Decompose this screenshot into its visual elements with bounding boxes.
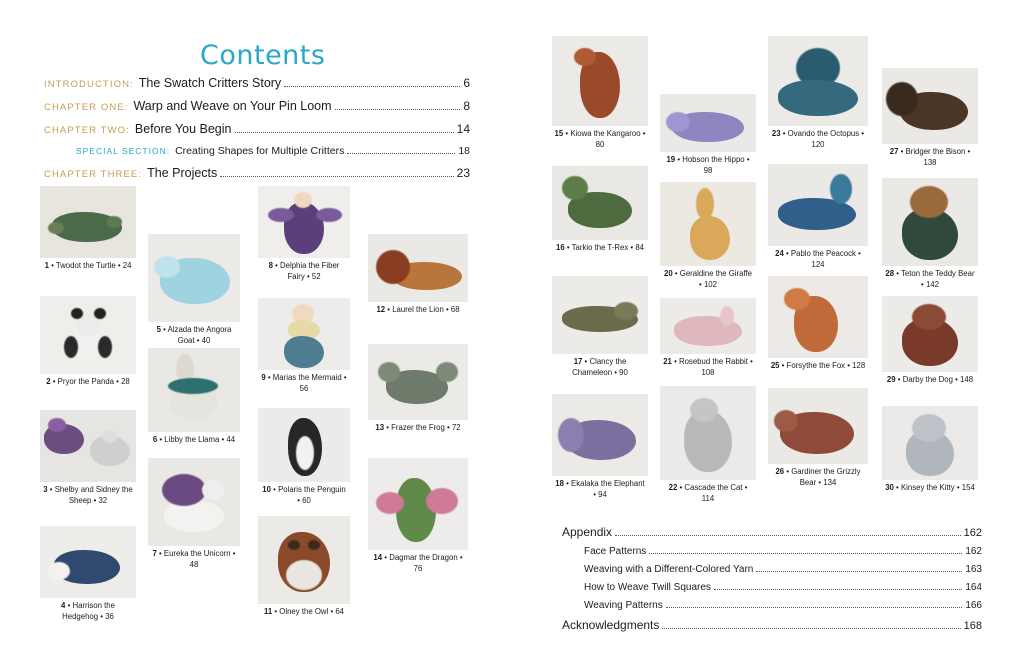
appendix-text: Appendix: [562, 525, 613, 539]
critter-name: Kinsey the Kitty: [900, 483, 955, 492]
critter-number: 19: [666, 155, 676, 164]
critter-caption: 13 • Frazer the Frog • 72: [375, 423, 461, 432]
critter-page: 114: [701, 493, 715, 503]
critter-photo: [40, 186, 136, 258]
toc-leader: [347, 152, 455, 154]
toc-text: Warp and Weave on Your Pin Loom: [133, 99, 332, 113]
toc-label: CHAPTER TWO:: [44, 125, 130, 136]
critter-name: Tarkio the T-Rex: [571, 243, 629, 252]
critter-caption: 8 • Delphia the Fiber Fairy • 52: [268, 261, 340, 281]
critter-card[interactable]: [768, 164, 868, 270]
critter-card[interactable]: [768, 388, 868, 488]
appendix-text: How to Weave Twill Squares: [584, 582, 711, 593]
critter-caption: 26 • Gardiner the Grizzly Bear • 134: [775, 467, 861, 487]
critter-caption: 16 • Tarkio the T-Rex • 84: [555, 243, 644, 252]
critter-number: 1: [44, 261, 49, 270]
critter-name: Frazer the Frog: [391, 423, 445, 432]
critter-photo: [882, 406, 978, 480]
toc-leader: [220, 175, 453, 177]
critter-name: Harrison the Hedgehog: [62, 601, 115, 621]
appendix-page: 166: [965, 600, 982, 611]
critter-name: Pryor the Panda: [57, 377, 114, 386]
critter-name: Geraldine the Giraffe: [679, 269, 752, 278]
critter-number: 18: [555, 479, 564, 488]
toc-label: INTRODUCTION:: [44, 79, 134, 90]
critter-photo: [40, 296, 136, 374]
critter-grid-left: [40, 186, 480, 646]
critter-photo: [768, 388, 868, 464]
critter-card[interactable]: [368, 344, 468, 434]
critter-card[interactable]: [882, 296, 978, 386]
critter-photo: [368, 458, 468, 550]
critter-caption: 23 • Ovando the Octopus • 120: [771, 129, 865, 149]
toc-row[interactable]: [44, 99, 470, 113]
appendix-page: 168: [963, 620, 982, 632]
critter-page: 68: [450, 305, 460, 314]
critter-page: 36: [105, 611, 114, 621]
critter-card[interactable]: [148, 348, 240, 446]
critter-name: Gardiner the Grizzly Bear: [791, 467, 861, 487]
critter-name: Clancy the Chameleon: [572, 357, 627, 377]
critter-page: 84: [635, 243, 644, 252]
critter-caption: 21 • Rosebud the Rabbit • 108: [663, 357, 753, 377]
toc-leader: [335, 108, 461, 110]
appendix-page: 162: [963, 527, 982, 539]
critter-photo: [40, 410, 136, 482]
critter-photo: [148, 348, 240, 432]
critter-card[interactable]: [148, 234, 240, 346]
critter-number: 22: [668, 483, 678, 492]
critter-page: 138: [923, 157, 937, 167]
critter-caption: 7 • Eureka the Unicorn • 48: [152, 549, 236, 569]
critter-number: 9: [261, 373, 266, 382]
critter-number: 25: [770, 361, 780, 370]
critter-page: 120: [811, 139, 825, 149]
critter-card[interactable]: [882, 406, 978, 494]
critter-name: Cascade the Cat: [684, 483, 743, 492]
critter-page: 134: [823, 477, 837, 487]
critter-photo: [768, 164, 868, 246]
critter-page: 24: [122, 261, 132, 270]
critter-name: Polaris the Penguin: [278, 485, 346, 494]
appendix-row[interactable]: [584, 546, 982, 557]
critter-photo: [258, 186, 350, 258]
critter-name: Kiowa the Kangaroo: [570, 129, 641, 138]
critter-name: Dagmar the Dragon: [389, 553, 458, 562]
critter-page: 64: [335, 607, 345, 616]
toc-page: 8: [463, 99, 470, 113]
appendix-page: 162: [965, 546, 982, 557]
critter-number: 7: [152, 549, 157, 558]
critter-page: 40: [201, 335, 211, 345]
critter-page: 76: [413, 563, 423, 573]
critter-photo: [660, 386, 756, 480]
critter-card[interactable]: [40, 526, 136, 622]
critter-caption: 3 • Shelby and Sidney the Sheep • 32: [43, 485, 133, 505]
critter-page: 32: [98, 495, 108, 505]
critter-name: Marias the Mermaid: [272, 373, 342, 382]
appendix-page: 164: [965, 582, 982, 593]
critter-page: 98: [703, 165, 713, 175]
toc-text: Creating Shapes for Multiple Critters: [175, 145, 345, 157]
critter-page: 94: [598, 489, 607, 499]
appendix-page: 163: [965, 564, 982, 575]
critter-name: Alzada the Angora Goat: [167, 325, 232, 345]
critter-caption: 6 • Libby the Llama • 44: [152, 435, 236, 444]
critter-number: 24: [775, 249, 784, 258]
toc-text: Before You Begin: [134, 122, 232, 136]
critter-caption: 15 • Kiowa the Kangaroo • 80: [554, 129, 646, 149]
critter-page: 148: [960, 375, 974, 384]
critter-number: 2: [46, 377, 51, 386]
critter-caption: 17 • Clancy the Chameleon • 90: [572, 357, 628, 377]
table-of-contents: [44, 76, 470, 189]
critter-page: 142: [925, 279, 939, 289]
critter-card[interactable]: [882, 68, 978, 168]
critter-photo: [552, 276, 648, 354]
appendix-leader: [666, 606, 963, 608]
critter-caption: 24 • Pablo the Peacock • 124: [775, 249, 861, 269]
toc-text: The Projects: [147, 166, 218, 180]
critter-name: Shelby and Sidney the Sheep: [54, 485, 133, 505]
appendix-leader: [615, 534, 961, 536]
critter-number: 30: [885, 483, 894, 492]
appendix-row[interactable]: [562, 618, 982, 632]
critter-page: 60: [302, 495, 311, 505]
critter-number: 8: [268, 261, 273, 270]
toc-page: 18: [458, 145, 470, 157]
critter-card[interactable]: [40, 410, 136, 506]
critter-number: 11: [263, 607, 273, 616]
critter-page: 124: [811, 259, 825, 269]
critter-card[interactable]: [552, 276, 648, 378]
appendix-leader: [756, 570, 962, 572]
critter-photo: [258, 298, 350, 370]
critter-name: Twodot the Turtle: [55, 261, 116, 270]
critter-name: Rosebud the Rabbit: [678, 357, 748, 366]
right-page: [512, 0, 1024, 663]
critter-photo: [660, 94, 756, 152]
critter-card[interactable]: [258, 516, 350, 618]
critter-name: Bridger the Bison: [905, 147, 966, 156]
critter-name: Laurel the Lion: [392, 305, 444, 314]
critter-number: 17: [573, 357, 583, 366]
critter-photo: [768, 276, 868, 358]
page-title: Contents: [200, 40, 326, 71]
critter-card[interactable]: [768, 276, 868, 372]
critter-grid-right: [552, 36, 994, 526]
critter-photo: [40, 526, 136, 598]
critter-number: 28: [885, 269, 895, 278]
critter-page: 80: [595, 139, 605, 149]
critter-number: 20: [663, 269, 673, 278]
critter-page: 44: [226, 435, 236, 444]
critter-caption: 30 • Kinsey the Kitty • 154: [885, 483, 975, 492]
appendix-list: [562, 525, 982, 639]
critter-caption: 29 • Darby the Dog • 148: [886, 375, 974, 384]
toc-label: SPECIAL SECTION:: [76, 146, 171, 156]
critter-number: 27: [889, 147, 899, 156]
critter-photo: [768, 36, 868, 126]
critter-number: 12: [376, 305, 386, 314]
critter-caption: 2 • Pryor the Panda • 28: [46, 377, 130, 386]
critter-name: Ekalaka the Elephant: [571, 479, 645, 488]
appendix-row[interactable]: [584, 582, 982, 593]
toc-page: 6: [463, 76, 470, 90]
critter-caption: 14 • Dagmar the Dragon • 76: [373, 553, 463, 573]
critter-photo: [882, 296, 978, 372]
critter-caption: 11 • Olney the Owl • 64: [263, 607, 345, 616]
critter-card[interactable]: [40, 186, 136, 272]
appendix-row[interactable]: [562, 525, 982, 539]
critter-photo: [882, 68, 978, 144]
critter-page: 154: [961, 483, 975, 492]
critter-caption: 19 • Hobson the Hippo • 98: [666, 155, 750, 175]
critter-page: 28: [121, 377, 130, 386]
critter-card[interactable]: [660, 94, 756, 176]
critter-page: 90: [619, 367, 628, 377]
critter-page: 52: [311, 271, 321, 281]
critter-page: 48: [189, 559, 199, 569]
critter-name: Olney the Owl: [279, 607, 329, 616]
critter-caption: 9 • Marias the Mermaid • 56: [261, 373, 347, 393]
critter-number: 4: [61, 601, 66, 610]
toc-row[interactable]: [44, 166, 470, 180]
critter-photo: [258, 516, 350, 604]
toc-label: CHAPTER THREE:: [44, 169, 143, 180]
critter-page: 102: [703, 279, 717, 289]
critter-photo: [148, 234, 240, 322]
critter-number: 23: [771, 129, 781, 138]
critter-name: Teton the Teddy Bear: [901, 269, 975, 278]
appendix-text: Weaving with a Different-Colored Yarn: [584, 564, 754, 575]
critter-photo: [660, 182, 756, 266]
critter-card[interactable]: [368, 234, 468, 316]
appendix-leader: [662, 627, 960, 629]
appendix-text: Acknowledgments: [562, 618, 660, 632]
critter-page: 128: [852, 361, 866, 370]
toc-text: The Swatch Critters Story: [138, 76, 282, 90]
toc-leader: [235, 131, 454, 133]
critter-card[interactable]: [148, 458, 240, 570]
critter-photo: [552, 36, 648, 126]
toc-page: 14: [456, 122, 470, 136]
critter-caption: 1 • Twodot the Turtle • 24: [44, 261, 132, 270]
critter-number: 3: [43, 485, 48, 494]
critter-name: Libby the Llama: [164, 435, 220, 444]
critter-number: 26: [775, 467, 785, 476]
toc-label: CHAPTER ONE:: [44, 102, 129, 113]
critter-card[interactable]: [552, 36, 648, 150]
critter-page: 56: [299, 383, 309, 393]
critter-photo: [552, 166, 648, 240]
critter-card[interactable]: [768, 36, 868, 150]
toc-row-special[interactable]: [76, 145, 470, 157]
critter-name: Ovando the Octopus: [787, 129, 860, 138]
critter-name: Forsythe the Fox: [786, 361, 846, 370]
critter-card[interactable]: [40, 296, 136, 388]
critter-name: Delphia the Fiber Fairy: [280, 261, 340, 281]
critter-name: Eureka the Unicorn: [163, 549, 231, 558]
critter-name: Pablo the Peacock: [790, 249, 856, 258]
critter-number: 5: [156, 325, 161, 334]
critter-caption: 5 • Alzada the Angora Goat • 40: [156, 325, 232, 345]
critter-number: 29: [886, 375, 896, 384]
critter-number: 14: [373, 553, 383, 562]
critter-number: 13: [375, 423, 385, 432]
critter-name: Darby the Dog: [902, 375, 953, 384]
appendix-text: Face Patterns: [584, 546, 647, 557]
critter-number: 16: [555, 243, 565, 252]
critter-number: 15: [554, 129, 564, 138]
critter-caption: 28 • Teton the Teddy Bear • 142: [885, 269, 975, 289]
critter-name: Hobson the Hippo: [682, 155, 745, 164]
appendix-leader: [649, 552, 962, 554]
critter-card[interactable]: [660, 386, 756, 504]
critter-caption: 12 • Laurel the Lion • 68: [376, 305, 460, 314]
appendix-row[interactable]: [584, 564, 982, 575]
critter-card[interactable]: [552, 394, 648, 500]
critter-caption: 22 • Cascade the Cat • 114: [668, 483, 748, 503]
critter-photo: [368, 234, 468, 302]
critter-photo: [552, 394, 648, 476]
critter-page: 108: [701, 367, 715, 377]
critter-number: 10: [262, 485, 271, 494]
toc-page: 23: [456, 166, 470, 180]
toc-row[interactable]: [44, 76, 470, 90]
toc-leader: [284, 85, 460, 87]
appendix-row[interactable]: [584, 600, 982, 611]
critter-card[interactable]: [258, 408, 350, 506]
appendix-leader: [714, 588, 962, 590]
critter-caption: 20 • Geraldine the Giraffe • 102: [663, 269, 752, 289]
critter-card[interactable]: [552, 166, 648, 254]
critter-photo: [660, 298, 756, 354]
critter-card[interactable]: [258, 186, 350, 282]
toc-row[interactable]: [44, 122, 470, 136]
critter-card[interactable]: [882, 178, 978, 290]
critter-photo: [258, 408, 350, 482]
critter-caption: 27 • Bridger the Bison • 138: [889, 147, 971, 167]
critter-card[interactable]: [258, 298, 350, 394]
critter-number: 21: [663, 357, 672, 366]
critter-photo: [148, 458, 240, 546]
critter-caption: 18 • Ekalaka the Elephant • 94: [555, 479, 645, 499]
critter-photo: [882, 178, 978, 266]
critter-caption: 25 • Forsythe the Fox • 128: [770, 361, 866, 370]
critter-caption: 4 • Harrison the Hedgehog • 36: [61, 601, 115, 621]
critter-page: 72: [451, 423, 461, 432]
critter-caption: 10 • Polaris the Penguin • 60: [262, 485, 346, 505]
critter-card[interactable]: [368, 458, 468, 574]
critter-photo: [368, 344, 468, 420]
appendix-text: Weaving Patterns: [584, 600, 663, 611]
critter-card[interactable]: [660, 182, 756, 290]
critter-number: 6: [152, 435, 158, 444]
critter-card[interactable]: [660, 298, 756, 378]
